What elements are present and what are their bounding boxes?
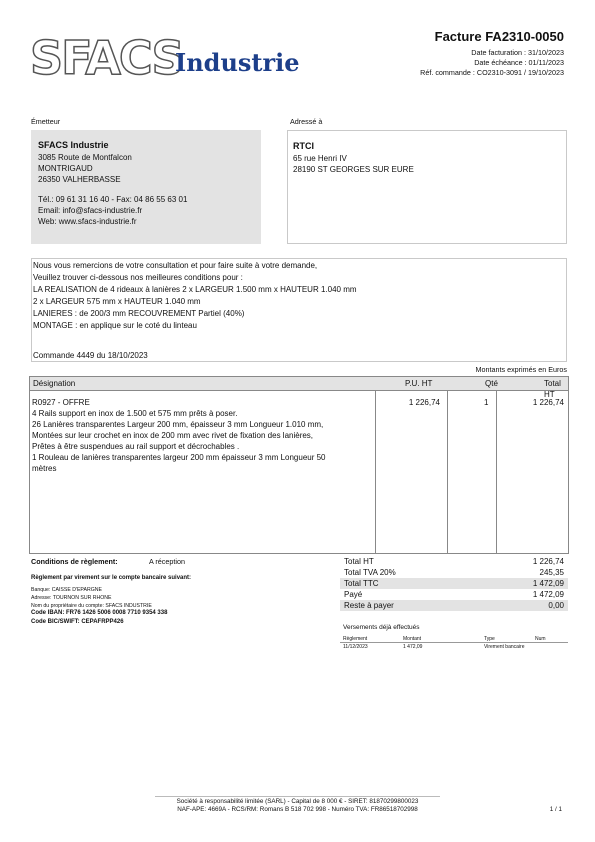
payments-col-num: Num xyxy=(535,636,546,642)
payments-col-amount: Montant xyxy=(403,636,422,642)
emitter-phone: Tél.: 09 61 31 16 40 - Fax: 04 86 55 63 01 xyxy=(38,195,188,204)
emitter-block xyxy=(31,130,261,244)
table-row xyxy=(340,643,568,652)
recipient-address-line: 28190 ST GEORGES SUR EURE xyxy=(293,165,414,174)
recipient-block xyxy=(287,130,567,244)
emitter-address-line: 3085 Route de Montfalcon xyxy=(38,153,132,162)
header-quantity: Qté xyxy=(485,379,498,388)
header-total: Total HT xyxy=(544,379,561,399)
emitter-website: Web: www.sfacs-industrie.fr xyxy=(38,217,137,226)
payment-date: 11/12/2023 xyxy=(343,644,368,650)
order-reference: Réf. commande : CO2310-3091 / 19/10/2023 xyxy=(420,68,564,77)
invoice-title: Facture FA2310-0050 xyxy=(434,29,564,44)
items-table xyxy=(29,376,569,554)
item-line: 4 Rails support en inox de 1.500 et 575 mm prêts à poser. xyxy=(32,409,238,418)
item-total: 1 226,74 xyxy=(532,398,564,407)
items-table-header xyxy=(30,377,568,399)
item-description xyxy=(32,397,372,474)
due-date: Date échéance : 01/11/2023 xyxy=(474,58,564,67)
balance-due-row xyxy=(340,600,568,611)
payment-amount: 1 472,09 xyxy=(403,644,423,650)
item-line: 26 Lanières transparentes Largeur 200 mm, épaisseur 3 mm Longueur 1.010 mm, xyxy=(32,420,324,429)
footer-legal-line: Société à responsabilité limitée (SARL) - Capital de 8 000 € - SIRET: 81870299800023 xyxy=(176,798,419,805)
bank-address: Adresse: TOURNON SUR RHONE xyxy=(31,595,112,601)
item-line: 1 Rouleau de lanières transparentes largeur 200 mm épaisseur 3 mm Longueur 50 xyxy=(32,453,326,462)
intro-line: MONTAGE : en applique sur le coté du linteau xyxy=(33,321,197,330)
emitter-address-line: MONTRIGAUD xyxy=(38,164,93,173)
emitter-label: Émetteur xyxy=(31,117,61,126)
intro-line: Veuillez trouver ci-dessous nos meilleures conditions pour : xyxy=(33,273,243,282)
page-number: 1 / 1 xyxy=(549,806,562,813)
total-value: 1 226,74 xyxy=(532,557,564,566)
total-value: 245,35 xyxy=(539,568,564,577)
item-line: Prêtes à être suspendues au rail support et décrochables . xyxy=(32,442,240,451)
company-logo xyxy=(30,31,300,85)
emitter-email: Email: info@sfacs-industrie.fr xyxy=(38,206,143,215)
iban: Code IBAN: FR76 1426 5006 0008 7710 9354 338 xyxy=(31,610,168,616)
emitter-address-line: 26350 VALHERBASSE xyxy=(38,175,121,184)
total-value: 0,00 xyxy=(548,601,564,610)
header-unit-price: P.U. HT xyxy=(405,379,433,388)
total-vat-row xyxy=(340,567,568,578)
item-line: mètres xyxy=(32,464,57,473)
intro-line: LANIERES : de 200/3 mm RECOUVREMENT Partiel (40%) xyxy=(33,309,245,318)
total-label: Total HT xyxy=(344,557,374,566)
total-ttc-row xyxy=(340,578,568,589)
intro-line: LA REALISATION de 4 rideaux à lanières 2 x LARGEUR 1.500 mm x HAUTEUR 1.040 mm xyxy=(33,285,357,294)
currency-note: Montants exprimés en Euros xyxy=(475,365,567,374)
item-line: Montées sur leur crochet en inox de 200 mm avec rivet de fixation des lanières, xyxy=(32,431,314,440)
payments-title: Versements déjà effectués xyxy=(343,624,420,631)
intro-line: 2 x LARGEUR 575 mm x HAUTEUR 1.040 mm xyxy=(33,297,201,306)
total-ht-row xyxy=(340,556,568,567)
totals-block xyxy=(340,556,568,611)
header-designation: Désignation xyxy=(33,379,76,388)
recipient-address-line: 65 rue Henri IV xyxy=(293,154,347,163)
recipient-label: Adressé à xyxy=(290,117,323,126)
payments-header xyxy=(340,635,568,643)
bic: Code BIC/SWIFT: CEPAFRPP426 xyxy=(31,619,124,625)
total-label: Total TVA 20% xyxy=(344,568,396,577)
payments-col-settlement: Règlement xyxy=(343,636,368,642)
payments-table xyxy=(340,635,568,652)
footer-divider xyxy=(155,796,440,797)
item-quantity: 1 xyxy=(484,398,489,407)
total-value: 1 472,09 xyxy=(532,579,564,588)
bank-transfer-title: Règlement par virement sur le compte bancaire suivant: xyxy=(31,575,192,581)
payment-terms-label: Conditions de règlement: xyxy=(31,557,118,566)
footer-registration-line: NAF-APE: 4669A - RCS/RM: Romans B 518 702 998 - Numéro TVA: FR86518702998 xyxy=(177,806,418,813)
logo-wordmark: SFACS xyxy=(30,31,183,85)
emitter-name: SFACS Industrie xyxy=(38,140,109,150)
total-label: Total TTC xyxy=(344,579,379,588)
payments-col-type: Type xyxy=(484,636,495,642)
item-unit-price: 1 226,74 xyxy=(408,398,440,407)
payment-type: Virement bancaire xyxy=(484,644,525,650)
intro-line: Nous vous remercions de votre consultation et pour faire suite à votre demande, xyxy=(33,261,318,270)
invoice-date: Date facturation : 31/10/2023 xyxy=(471,48,564,57)
total-label: Reste à payer xyxy=(344,601,394,610)
total-value: 1 472,09 xyxy=(532,590,564,599)
account-owner: Nom du propriétaire du compte: SFACS INDUSTRIE xyxy=(31,603,152,609)
item-line: R0927 - OFFRE xyxy=(32,398,90,407)
recipient-name: RTCI xyxy=(293,141,314,151)
intro-block xyxy=(31,258,567,362)
total-label: Payé xyxy=(344,590,363,599)
bank-name: Banque: CAISSE D'EPARGNE xyxy=(31,587,102,593)
logo-subtitle: Industrie xyxy=(175,48,300,77)
payment-terms-value: A réception xyxy=(149,557,185,566)
order-note: Commande 4449 du 18/10/2023 xyxy=(33,351,148,360)
paid-row xyxy=(340,589,568,600)
